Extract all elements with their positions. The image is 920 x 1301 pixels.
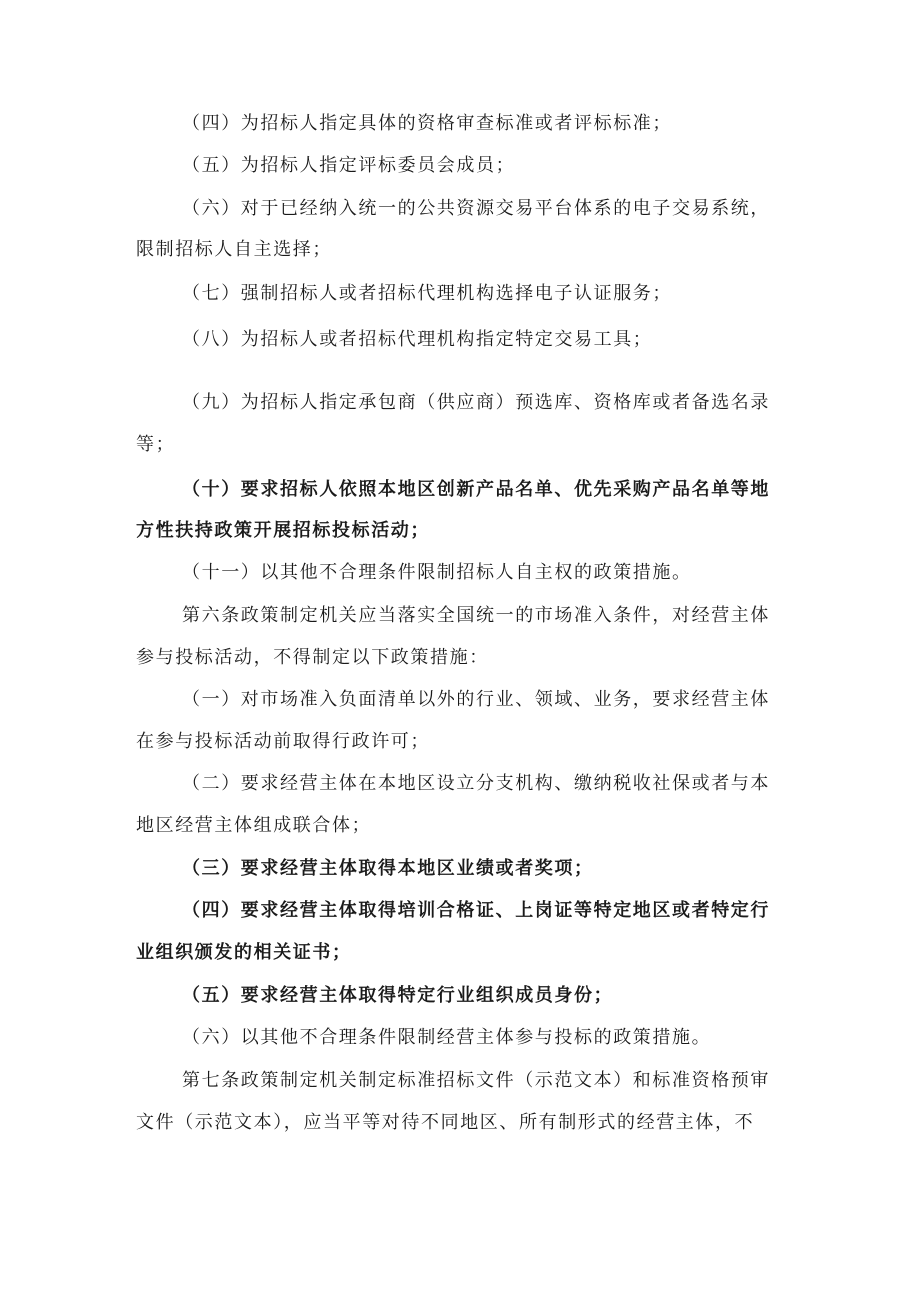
text-line-bold: （五）要求经营主体取得特定行业组织成员身份； <box>182 985 614 1006</box>
text-line: 限制招标人自主选择； <box>136 239 332 260</box>
text-line-bold: 方性扶持政策开展招标投标活动； <box>136 520 430 541</box>
text-line-bold: （三）要求经营主体取得本地区业绩或者奖项； <box>182 858 594 879</box>
text-line: （五）为招标人指定评标委员会成员； <box>182 155 516 176</box>
text-line: （一）对市场准入负面清单以外的行业、领域、业务，要求经营主体 <box>182 689 770 710</box>
text-line: 在参与投标活动前取得行政许可； <box>136 731 430 752</box>
text-line: （二）要求经营主体在本地区设立分支机构、缴纳税收社保或者与本 <box>182 773 770 794</box>
text-line: 第六条政策制定机关应当落实全国统一的市场准入条件，对经营主体 <box>182 605 770 626</box>
text-line: 第七条政策制定机关制定标准招标文件（示范文本）和标准资格预审 <box>182 1070 770 1091</box>
text-line-bold: （十）要求招标人依照本地区创新产品名单、优先采购产品名单等地 <box>182 479 770 500</box>
text-line: （九）为招标人指定承包商（供应商）预选库、资格库或者备选名录 <box>182 392 770 413</box>
text-line: 等； <box>136 434 176 455</box>
text-line: （十一）以其他不合理条件限制招标人自主权的政策措施。 <box>182 562 692 583</box>
text-line-bold: （四）要求经营主体取得培训合格证、上岗证等特定地区或者特定行 <box>182 900 770 921</box>
text-line: （七）强制招标人或者招标代理机构选择电子认证服务； <box>182 283 672 304</box>
text-line: （八）为招标人或者招标代理机构指定特定交易工具； <box>182 329 653 350</box>
text-line: 文件（示范文本），应当平等对待不同地区、所有制形式的经营主体，不 <box>136 1112 755 1133</box>
text-line: （六）对于已经纳入统一的公共资源交易平台体系的电子交易系统， <box>182 198 770 219</box>
text-line-bold: 业组织颁发的相关证书； <box>136 942 352 963</box>
text-line: （四）为招标人指定具体的资格审查标准或者评标标准； <box>182 113 672 134</box>
text-line: （六）以其他不合理条件限制经营主体参与投标的政策措施。 <box>182 1027 712 1048</box>
text-line: 参与投标活动，不得制定以下政策措施： <box>136 647 489 668</box>
text-line: 地区经营主体组成联合体； <box>136 815 372 836</box>
